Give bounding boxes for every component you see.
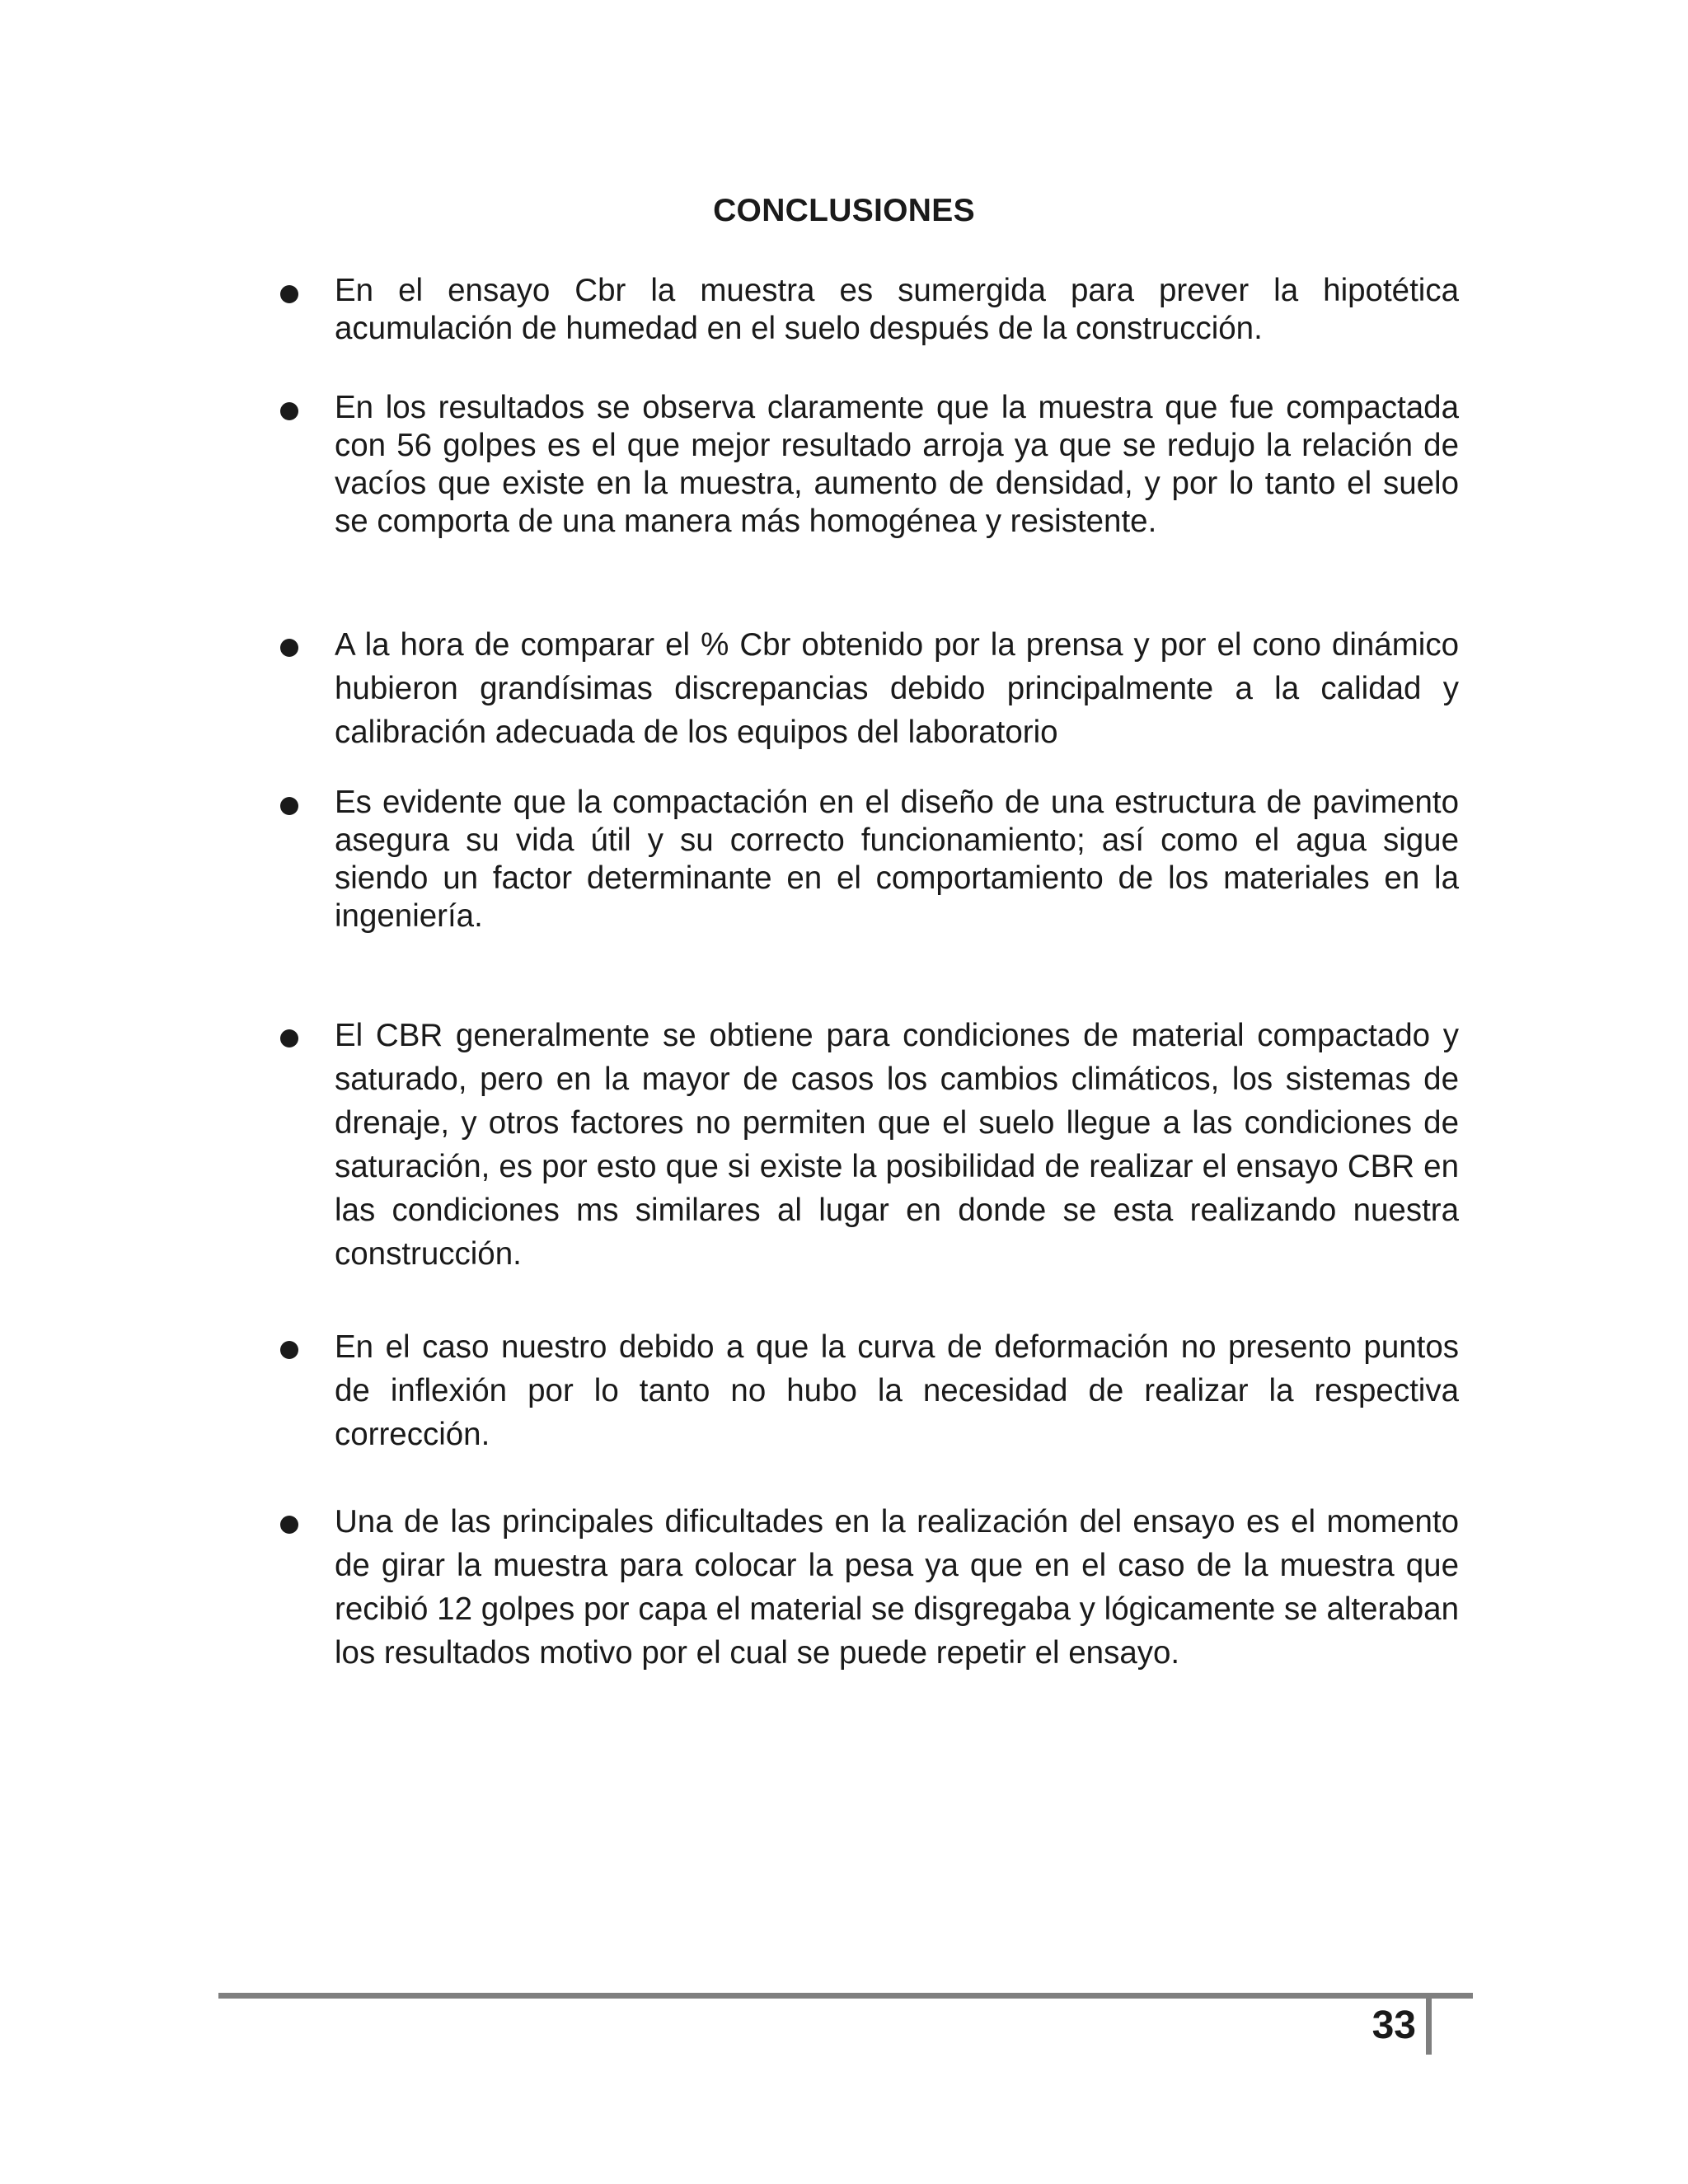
conclusion-item-2: En los resultados se observa claramente que la muestra que fue compactada con 56 golpes es el que mejor resultado arroja ya que se redujo la relación de vacíos que existe en la muestra, aumento de densidad, y por lo tanto el suelo se comporta de una manera más homogénea y resistente. xyxy=(335,390,1459,539)
page-title: CONCLUSIONES xyxy=(713,193,975,228)
bullet-icon xyxy=(280,1029,298,1047)
bullet-icon xyxy=(280,797,298,815)
footer-rule xyxy=(218,1993,1473,1999)
conclusion-item-3: A la hora de comparar el % Cbr obtenido por la prensa y por el cono dinámico hubieron grandísimas discrepancias debido principalmente a la calidad y calibración adecuada de los equipos del laboratorio xyxy=(335,627,1459,750)
bullet-icon xyxy=(280,1516,298,1534)
conclusion-item-7: Una de las principales dificultades en la realización del ensayo es el momento de girar la muestra para colocar la pesa ya que en el caso de la muestra que recibió 12 golpes por capa el material se disgregaba y lógicamente se alteraban los resultados motivo por el cual se puede repetir el ensayo. xyxy=(335,1504,1459,1671)
footer-divider xyxy=(1426,1999,1432,2055)
conclusion-item-1: En el ensayo Cbr la muestra es sumergida para prever la hipotética acumulación de humedad en el suelo después de la construcción. xyxy=(335,273,1459,346)
bullet-icon xyxy=(280,285,298,303)
page-number: 33 xyxy=(1372,2004,1416,2047)
conclusion-item-5: El CBR generalmente se obtiene para condiciones de material compactado y saturado, pero en la mayor de casos los cambios climáticos, los sistemas de drenaje, y otros factores no permiten que el suelo llegue a las condiciones de saturación, es por esto que si existe la posibilidad de realizar el ensayo CBR en las condiciones ms similares al lugar en donde se esta realizando nuestra construcción. xyxy=(335,1018,1459,1272)
bullet-icon xyxy=(280,639,298,657)
bullet-icon xyxy=(280,1341,298,1359)
bullet-icon xyxy=(280,402,298,420)
conclusion-item-6: En el caso nuestro debido a que la curva de deformación no presento puntos de inflexión por lo tanto no hubo la necesidad de realizar la respectiva corrección. xyxy=(335,1329,1459,1452)
conclusion-item-4: Es evidente que la compactación en el diseño de una estructura de pavimento asegura su vida útil y su correcto funcionamiento; así como el agua sigue siendo un factor determinante en el comportamiento de los materiales en la ingeniería. xyxy=(335,785,1459,934)
